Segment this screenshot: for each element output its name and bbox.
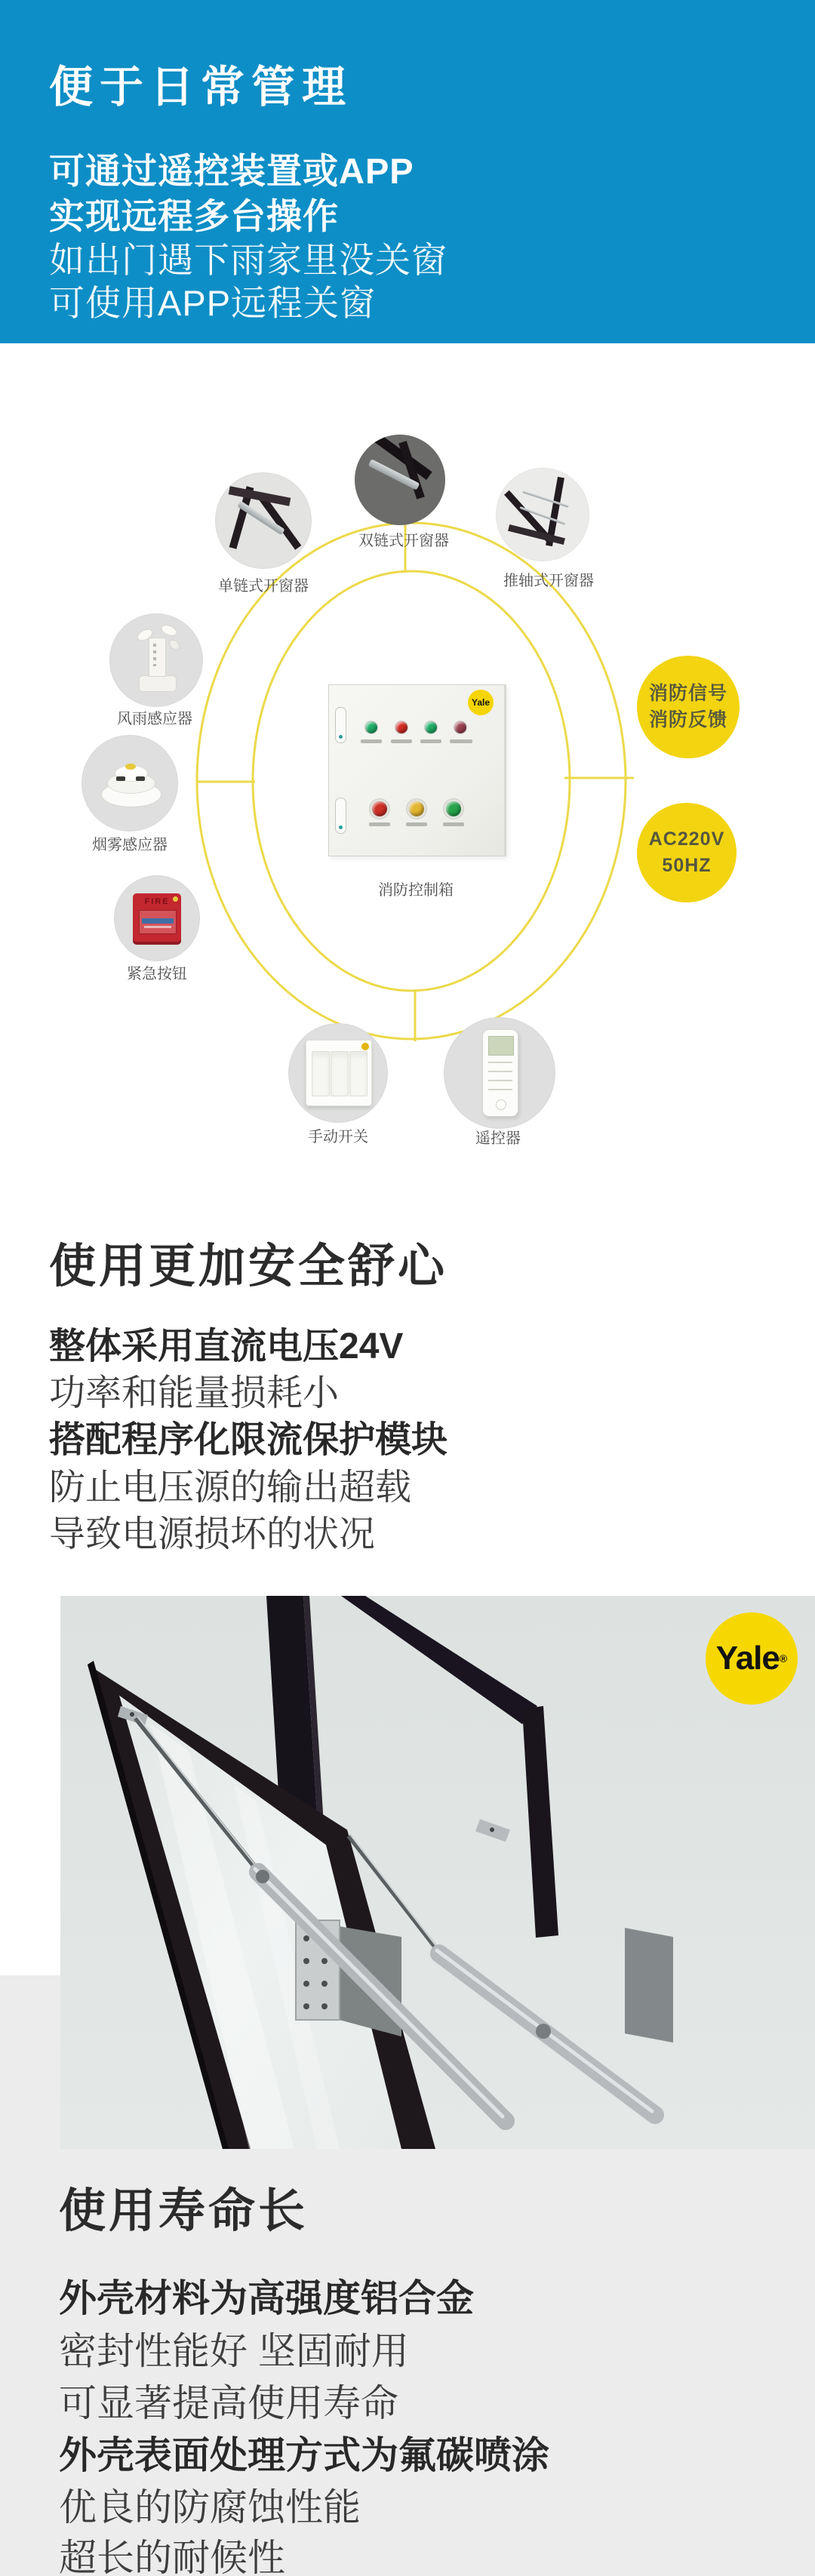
button-yellow	[409, 801, 424, 816]
section1-line-3: 如出门遇下雨家里没关窗	[49, 240, 447, 280]
control-box-yale-logo: Yale	[468, 690, 494, 715]
section1-title: 便于日常管理	[49, 63, 353, 112]
fire-signal-badge	[637, 656, 740, 758]
section1-bold-line-2: 实现远程多台操作	[49, 196, 339, 236]
fire-signal-line1: 消防信号	[648, 683, 727, 704]
double-chain-opener-label: 双链式开窗器	[358, 533, 449, 549]
section3-title: 使用寿命长	[59, 2185, 309, 2237]
section2-line-2: 功率和能量损耗小	[49, 1373, 340, 1413]
push-rod-opener-label: 推轴式开窗器	[503, 573, 594, 589]
wind-rain-sensor-image	[109, 613, 203, 707]
yale-logo-text: Yale	[715, 1640, 780, 1677]
section2-line-1: 整体采用直流电压24V	[49, 1326, 404, 1366]
section2-line-5: 导致电源损坏的状况	[49, 1514, 376, 1554]
section3-line-4: 外壳表面处理方式为氟碳喷涂	[59, 2434, 549, 2476]
lamp-green-2	[425, 721, 437, 733]
yale-logo	[706, 1612, 798, 1705]
button-green	[446, 801, 461, 816]
single-chain-opener-image	[215, 472, 312, 569]
section3-line-5: 优良的防腐蚀性能	[59, 2486, 361, 2528]
yale-logo-reg: ®	[779, 1652, 788, 1665]
lamp-green-1	[365, 721, 377, 733]
power-badge	[637, 803, 737, 902]
control-box-label: 消防控制箱	[378, 882, 454, 899]
smoke-sensor-image	[82, 735, 178, 832]
section3-line-1: 外壳材料为高强度铝合金	[59, 2277, 474, 2319]
lamp-red	[395, 721, 408, 733]
blue-header-panel	[0, 0, 815, 343]
section3-line-2: 密封性能好 坚固耐用	[59, 2330, 409, 2372]
power-line2: 50HZ	[662, 855, 712, 876]
section3-line-3: 可显著提高使用寿命	[59, 2382, 398, 2424]
section1-line-4: 可使用APP远程关窗	[49, 283, 377, 323]
window-opener-illustration	[60, 1596, 815, 2149]
push-rod-opener-image	[496, 468, 589, 561]
power-line1: AC220V	[648, 828, 725, 850]
fire-signal-line2: 消防反馈	[648, 709, 727, 730]
remote-control-image	[444, 1017, 555, 1129]
fire-text: FIRE	[144, 897, 170, 906]
section3-line-6: 超长的耐候性	[59, 2537, 285, 2576]
section2-line-4: 防止电压源的输出超载	[49, 1468, 412, 1508]
section2-line-3: 搭配程序化限流保护模块	[49, 1420, 448, 1460]
double-chain-opener-image	[355, 435, 445, 525]
section1-bold-line-1: 可通过遥控装置或APP	[49, 151, 414, 191]
remote-control-label: 遥控器	[475, 1130, 521, 1147]
manual-switch-label: 手动开关	[308, 1129, 368, 1145]
wind-rain-sensor-label: 风雨感应器	[117, 711, 192, 727]
single-chain-opener-label: 单链式开窗器	[218, 578, 309, 595]
emergency-button-image	[114, 875, 200, 961]
smoke-sensor-label: 烟雾感应器	[92, 837, 168, 853]
manual-switch-image	[288, 1023, 388, 1123]
button-red	[372, 801, 387, 816]
emergency-button-label: 紧急按钮	[127, 966, 187, 982]
product-photo	[60, 1596, 815, 2149]
section2-title: 使用更加安全舒心	[49, 1240, 448, 1293]
lamp-maroon	[454, 721, 466, 733]
